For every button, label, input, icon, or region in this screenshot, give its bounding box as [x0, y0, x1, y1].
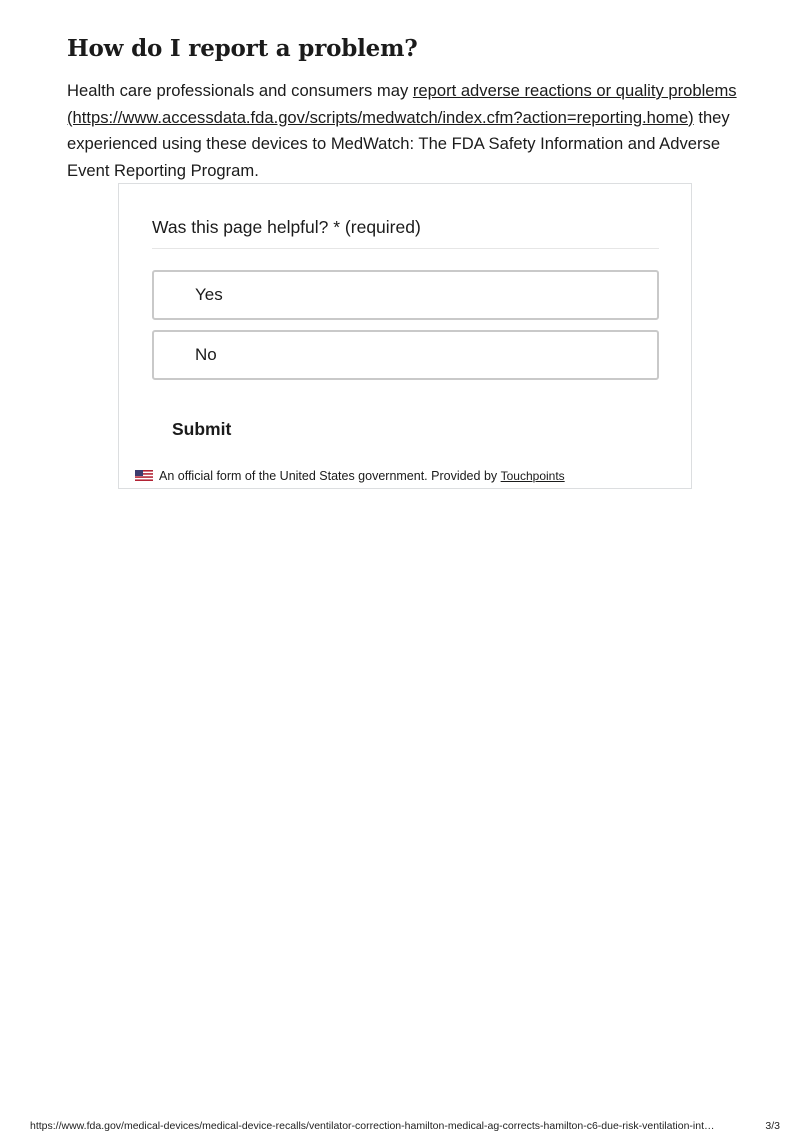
section-heading: How do I report a problem? — [67, 35, 418, 62]
paragraph-text-start: Health care professionals and consumers may — [67, 81, 413, 100]
option-yes-button[interactable]: Yes — [152, 270, 659, 320]
report-problems-link[interactable]: report adverse reactions or quality problems — [412, 81, 737, 100]
us-flag-icon — [135, 470, 153, 484]
official-form-text: An official form of the United States government. Provided by — [159, 469, 501, 483]
print-page-number: 3/3 — [765, 1120, 780, 1132]
submit-button[interactable]: Submit — [159, 419, 244, 440]
report-problem-paragraph — [67, 78, 747, 184]
print-page-url: https://www.fda.gov/medical-devices/medical-device-recalls/ventilator-correction-hamilton-medical-ag-corrects-hamilton-c6-due-risk-ventilation-int… — [30, 1120, 715, 1132]
touchpoints-link[interactable]: Touchpoints — [500, 469, 565, 483]
feedback-form — [118, 183, 692, 489]
paragraph-text-end: they experienced using these devices to MedWatch: The FDA Safety Information and Adverse Event Reporting Program. — [67, 107, 730, 180]
option-no-button[interactable]: No — [152, 330, 659, 380]
feedback-question: Was this page helpful? * (required) — [152, 217, 659, 249]
official-form-notice — [135, 469, 565, 484]
medwatch-url-link[interactable]: (https://www.accessdata.fda.gov/scripts/medwatch/index.cfm?action=reporting.home) — [67, 107, 694, 127]
